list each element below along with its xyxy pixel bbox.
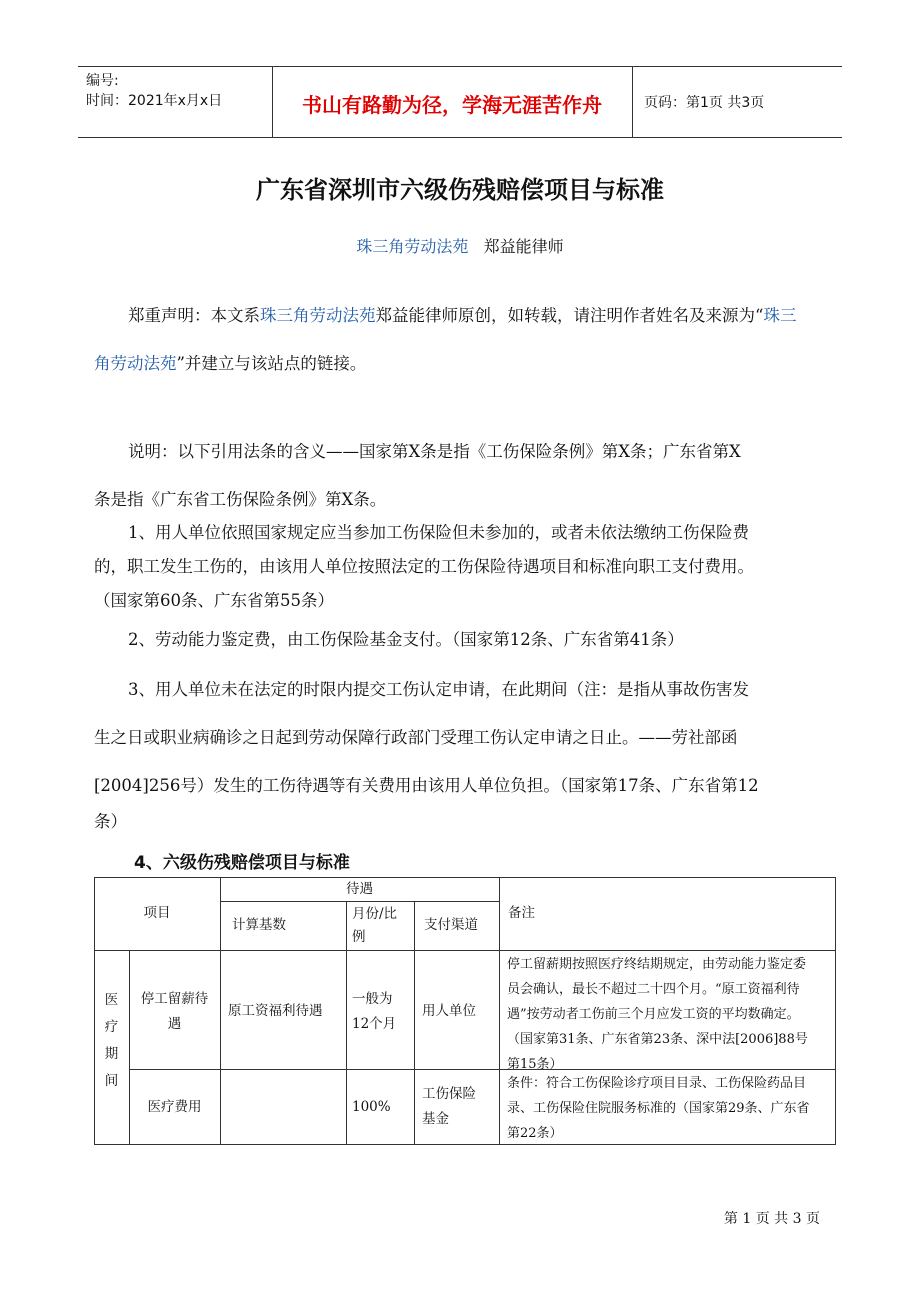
group-char: 期 [104, 1046, 119, 1062]
compensation-table [94, 877, 836, 1145]
table-border [220, 877, 221, 1145]
header-channel: 支付渠道 [424, 917, 478, 933]
byline-author: 郑益能律师 [483, 237, 564, 256]
row1-month [352, 987, 396, 1037]
note-line: 员会确认，最长不超过二十四个月。“原工资福利待 [507, 982, 800, 997]
item-line: 条） [94, 812, 127, 831]
note-line: 第22条） [507, 1126, 563, 1141]
group-char: 间 [104, 1073, 119, 1089]
item-2-paragraph [94, 623, 829, 657]
item-line: 3、用人单位未在法定的时限内提交工伤认定申请，在此期间（注：是指从事故伤害发 [128, 680, 749, 699]
site-link[interactable]: 珠三 [763, 306, 797, 325]
explanation-line: 说明：以下引用法条的含义——国家第X条是指《工伤保险条例》第X条；广东省第X [128, 442, 741, 461]
explanation-line: 条是指《广东省工伤保险条例》第X条。 [94, 490, 387, 509]
note-line: 录、工伤保险住院服务标准的（国家第29条、广东省 [507, 1101, 810, 1116]
note-line: 第15条） [507, 1057, 563, 1072]
byline-site-link[interactable]: 珠三角劳动法苑 [356, 237, 469, 256]
note-line: 条件：符合工伤保险诊疗项目目录、工伤保险药品目 [507, 1076, 807, 1091]
row1-month-line: 一般为 [352, 991, 393, 1007]
document-title: 广东省深圳市六级伤残赔偿项目与标准 [256, 176, 664, 204]
table-border [94, 950, 836, 951]
group-char: 医 [104, 992, 119, 1008]
header-divider [272, 67, 273, 137]
row2-channel-line: 基金 [422, 1111, 449, 1127]
row1-base: 原工资福利待遇 [228, 1003, 323, 1019]
table-border [346, 901, 347, 1145]
row2-channel [422, 1082, 476, 1132]
header-base: 计算基数 [232, 917, 286, 933]
page-footer: 第 1 页 共 3 页 [723, 1211, 820, 1227]
disclaimer-text: 郑益能律师原创，如转载，请注明作者姓名及来源为“ [375, 306, 764, 325]
document-number-label: 编号: [86, 73, 119, 89]
row2-channel-line: 工伤保险 [422, 1086, 476, 1102]
header-item: 项目 [143, 905, 171, 921]
row1-note [507, 952, 833, 1077]
row2-note [507, 1071, 833, 1146]
row1-item-line: 停工留薪待 [140, 991, 209, 1007]
table-border [414, 901, 415, 1145]
note-line: 停工留薪期按照医疗终结期规定，由劳动能力鉴定委 [507, 957, 807, 972]
document-time-label: 时间：2021年x月x日 [86, 93, 223, 109]
row1-item [129, 987, 220, 1037]
note-line: （国家第31条、广东省第23条、深中法[2006]88号 [507, 1032, 808, 1047]
header-month-line: 月份/比 [352, 906, 398, 922]
header-note: 备注 [508, 905, 535, 921]
row1-channel: 用人单位 [422, 1003, 476, 1019]
item-3-paragraph [94, 666, 829, 846]
site-link[interactable]: 角劳动法苑 [94, 354, 177, 373]
disclaimer-paragraph [94, 292, 829, 388]
header-divider [632, 67, 633, 137]
table-border [835, 877, 836, 1145]
row1-month-line: 12个月 [352, 1016, 397, 1032]
byline [0, 234, 920, 257]
header-meta [86, 71, 222, 111]
item-line: 2、劳动能力鉴定费，由工伤保险基金支付。（国家第12条、广东省第41条） [128, 630, 684, 649]
row2-item: 医疗费用 [147, 1099, 202, 1115]
section-title: 4、六级伤残赔偿项目与标准 [134, 853, 350, 873]
page-header [78, 66, 842, 138]
header-motto: 书山有路勤为径，学海无涯苦作舟 [302, 93, 602, 117]
table-border [499, 877, 500, 1145]
note-line: 遇”按劳动者工伤前三个月应发工资的平均数确定。 [507, 1007, 800, 1022]
header-month [352, 903, 397, 949]
item-line: 的，职工发生工伤的，由该用人单位按照法定的工伤保险待遇项目和标准向职工支付费用。 [94, 557, 754, 576]
item-line: 1、用人单位依照国家规定应当参加工伤保险但未参加的，或者未依法缴纳工伤保险费 [128, 523, 749, 542]
item-line: （国家第60条、广东省第55条） [94, 591, 334, 610]
group-medical-period [94, 987, 129, 1095]
disclaimer-text: ”并建立与该站点的链接。 [176, 354, 367, 373]
group-char: 疗 [104, 1019, 119, 1035]
site-link[interactable]: 珠三角劳动法苑 [260, 306, 376, 325]
header-treatment: 待遇 [346, 881, 373, 897]
row1-item-line: 遇 [167, 1016, 182, 1032]
item-line: 生之日或职业病确诊之日起到劳动保障行政部门受理工伤认定申请之日止。——劳社部函 [94, 728, 738, 747]
row2-month: 100% [352, 1099, 391, 1115]
explanation-paragraph [94, 428, 829, 524]
header-page-number: 页码：第1页 共3页 [644, 95, 765, 111]
disclaimer-text: 郑重声明：本文系 [128, 306, 260, 325]
item-1-paragraph [94, 516, 829, 618]
item-line: [2004]256号）发生的工伤待遇等有关费用由该用人单位负担。（国家第17条、广东省第12 [94, 776, 759, 795]
header-month-line: 例 [352, 929, 366, 945]
